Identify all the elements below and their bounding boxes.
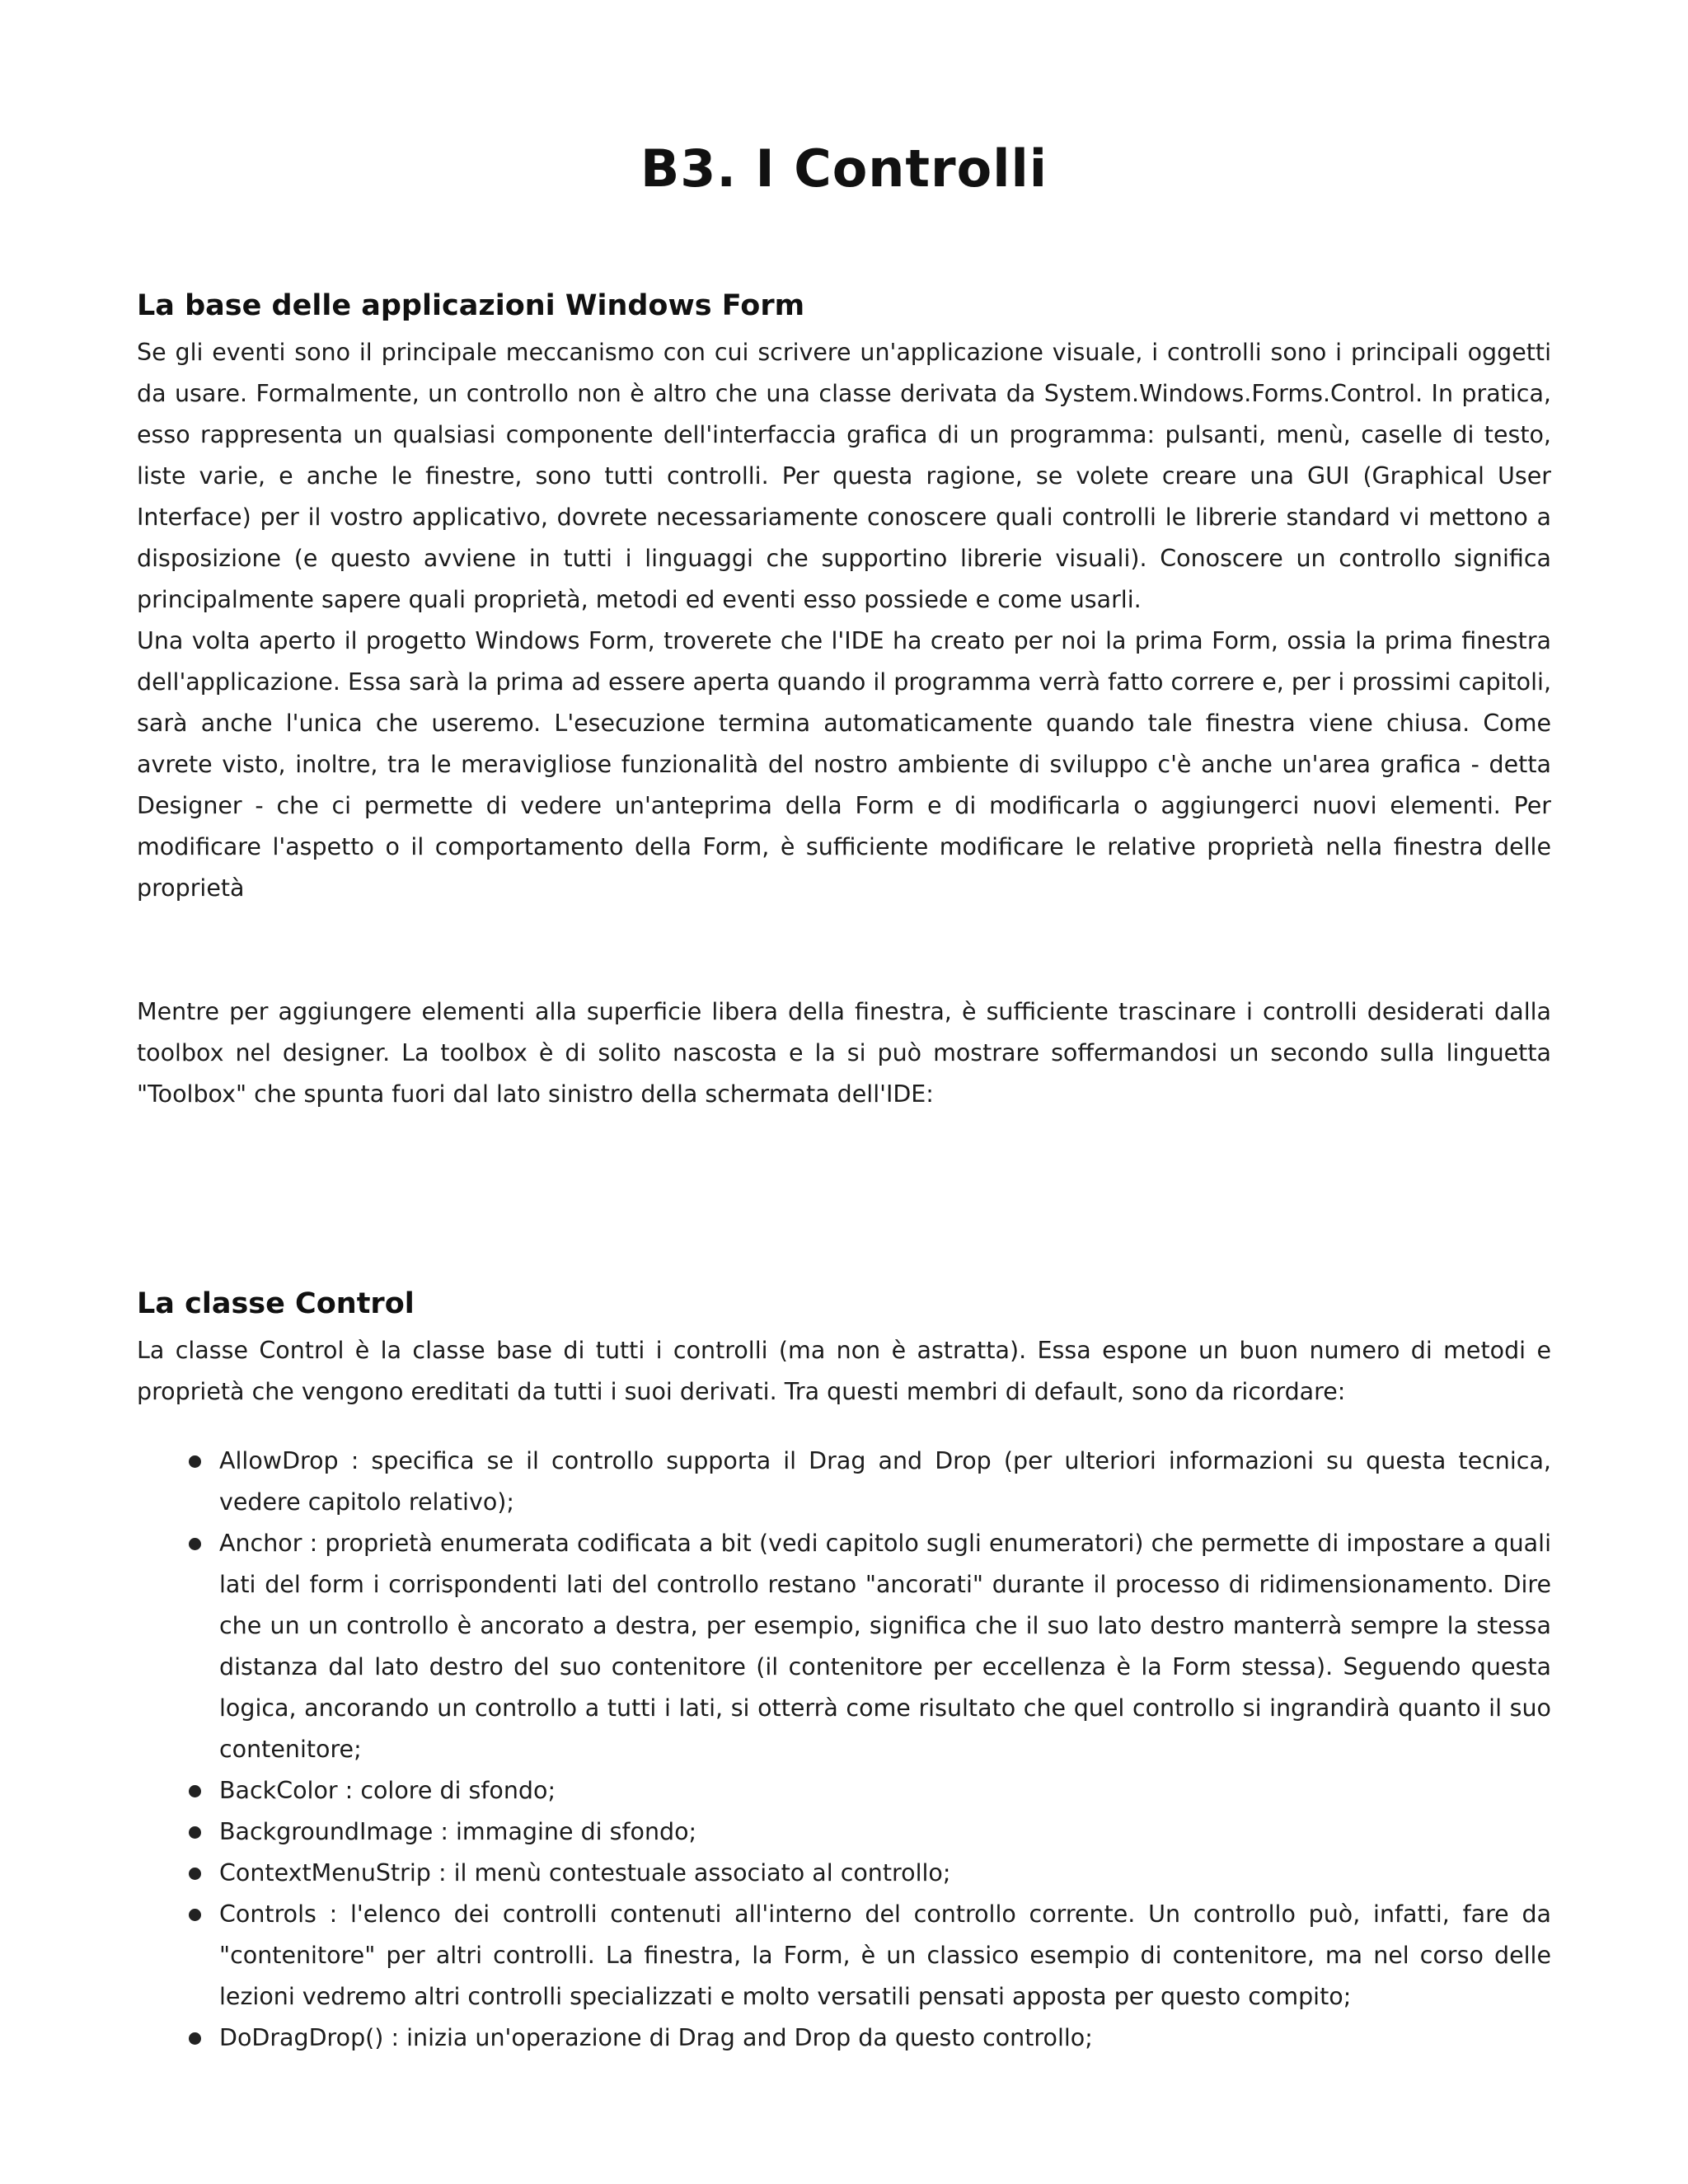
paragraph-form: Una volta aperto il progetto Windows Form, troverete che l'IDE ha creato per noi la prima Form, ossia la prima finestra dell'applicazione. Essa sarà la prima ad essere aperta quando il programma verrà fatto correre e, per i prossimi capitoli, sarà anche l'unica che useremo. L'esecuzione termina automaticamente quando tale finestra viene chiusa. Come avrete visto, inoltre, tra le meravigliose funzionalità del nostro ambiente di sviluppo c'è anche un'area grafica - detta Designer - che ci permette di vedere un'anteprima della Form e di modificarla o aggiungerci nuovi elementi. Per modificare l'aspetto o il comportamento della Form, è sufficiente modificare le relative proprietà nella finestra delle proprietà: [137, 627, 1551, 902]
list-item-text: Controls : l'elenco dei controlli contenuti all'interno del controllo corrente. Un controllo può, infatti, fare da "contenitore" per altri controlli. La finestra, la Form, è un classico esempio di contenitore, ma nel corso delle lezioni vedremo altri controlli specializzati e molto versatili pensati apposta per questo compito;: [219, 1900, 1551, 2010]
list-item-text: BackColor : colore di sfondo;: [219, 1777, 556, 1804]
bullet-icon: [189, 1785, 201, 1797]
section-heading-windows-form: La base delle applicazioni Windows Form: [137, 289, 805, 322]
member-list: [219, 1441, 1551, 2059]
paragraph-control-class: La classe Control è la classe base di tutti i controlli (ma non è astratta). Essa espone un buon numero di metodi e proprietà che vengono ereditati da tutti i suoi derivati. Tra questi membri di default, sono da ricordare:: [137, 1337, 1551, 1405]
list-item: [219, 1441, 1551, 1523]
list-item-text: Anchor : proprietà enumerata codificata a bit (vedi capitolo sugli enumeratori) che permette di impostare a quali lati del form i corrispondenti lati del controllo restano "ancorati" durante il processo di ridimensionamento. Dire che un un controllo è ancorato a destra, per esempio, significa che il suo lato destro manterrà sempre la stessa distanza dal lato destro del suo contenitore (il contenitore per eccellenza è la Form stessa). Seguendo questa logica, ancorando un controllo a tutti i lati, si otterrà come risultato che quel controllo si ingrandirà quanto il suo contenitore;: [219, 1530, 1551, 1763]
list-item: [219, 1770, 1551, 1811]
list-item: [219, 1523, 1551, 1770]
section-heading-control-class: La classe Control: [137, 1287, 415, 1320]
page-title: B3. I Controlli: [640, 138, 1048, 199]
list-item-text: DoDragDrop() : inizia un'operazione di Drag and Drop da questo controllo;: [219, 2024, 1093, 2051]
paragraph-intro: Se gli eventi sono il principale meccanismo con cui scrivere un'applicazione visuale, i controlli sono i principali oggetti da usare. Formalmente, un controllo non è altro che una classe derivata da System.Windows.Forms.Control. In pratica, esso rappresenta un qualsiasi componente dell'interfaccia grafica di un programma: pulsanti, menù, caselle di testo, liste varie, e anche le finestre, sono tutti controlli. Per questa ragione, se volete creare una GUI (Graphical User Interface) per il vostro applicativo, dovrete necessariamente conoscere quali controlli le librerie standard vi mettono a disposizione (e questo avviene in tutti i linguaggi che supportino librerie visuali). Conoscere un controllo significa principalmente sapere quali proprietà, metodi ed eventi esso possiede e come usarli.: [137, 339, 1551, 613]
bullet-icon: [189, 1826, 201, 1839]
list-item-text: AllowDrop : specifica se il controllo supporta il Drag and Drop (per ulteriori informazioni su questa tecnica, vedere capitolo relativo);: [219, 1447, 1551, 1516]
paragraph-toolbox: Mentre per aggiungere elementi alla superficie libera della finestra, è sufficiente trascinare i controlli desiderati dalla toolbox nel designer. La toolbox è di solito nascosta e la si può mostrare soffermandosi un secondo sulla linguetta "Toolbox" che spunta fuori dal lato sinistro della schermata dell'IDE:: [137, 998, 1551, 1108]
list-item: [219, 1853, 1551, 1894]
list-item: [219, 1894, 1551, 2018]
list-item-text: BackgroundImage : immagine di sfondo;: [219, 1818, 697, 1845]
list-item-text: ContextMenuStrip : il menù contestuale associato al controllo;: [219, 1859, 951, 1886]
bullet-icon: [189, 1909, 201, 1921]
list-item: [219, 1811, 1551, 1853]
bullet-icon: [189, 1868, 201, 1880]
bullet-icon: [189, 1455, 201, 1468]
bullet-icon: [189, 1538, 201, 1550]
list-item: [219, 2018, 1551, 2059]
bullet-icon: [189, 2032, 201, 2045]
